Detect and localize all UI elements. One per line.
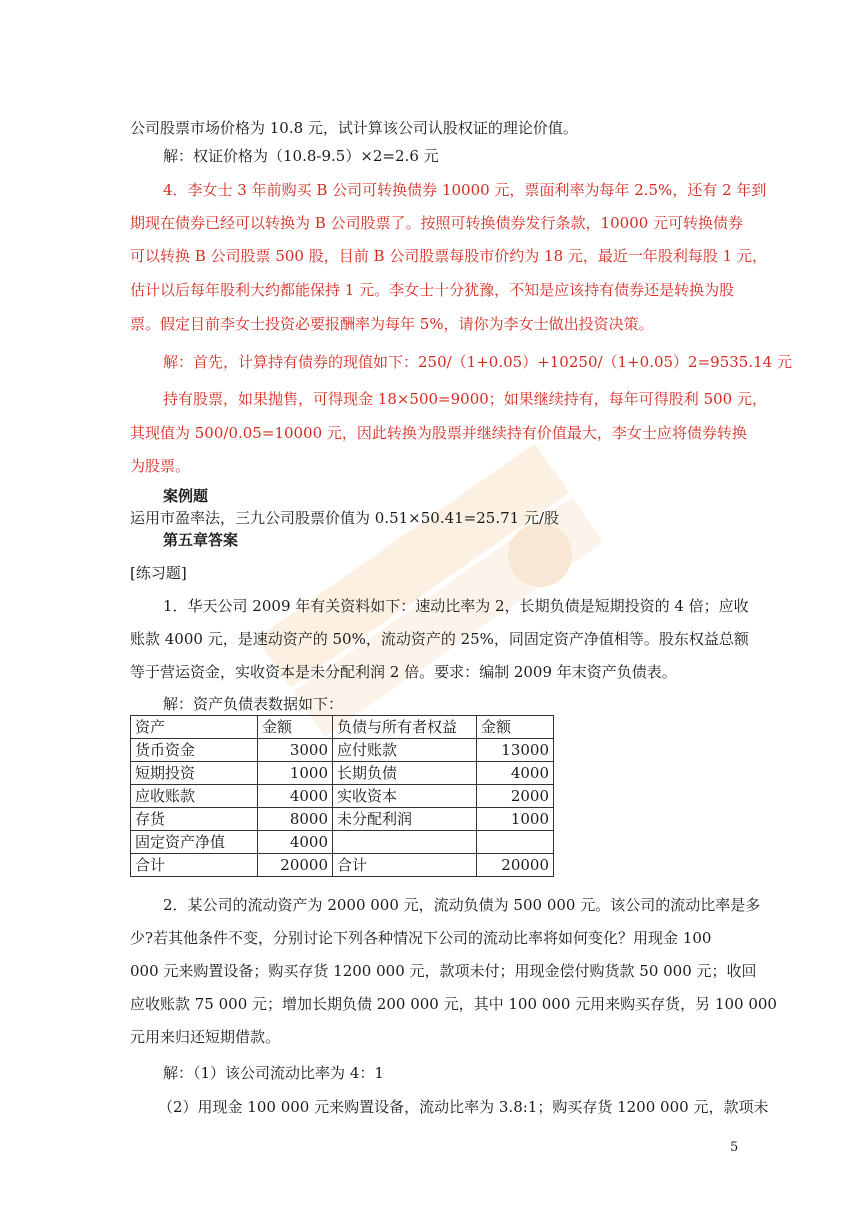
balance-sheet-table <box>130 715 554 877</box>
question-2-line-1: 2．某公司的流动资产为 2000 000 元，流动负债为 500 000 元。该公司的流动比率是多 <box>163 896 761 914</box>
table-cell: 存货 <box>131 808 258 831</box>
text-line-2: 解：权证价格为（10.8-9.5）×2=2.6 元 <box>163 147 439 165</box>
table-cell: 合计 <box>131 854 258 877</box>
question-2-line-2: 少?若其他条件不变，分别讨论下列各种情况下公司的流动比率将如何变化？用现金 100 <box>130 929 712 947</box>
table-cell: 3000 <box>258 739 333 762</box>
answer-4-line-4: 为股票。 <box>130 457 191 475</box>
table-cell: 固定资产净值 <box>131 831 258 854</box>
table-cell: 2000 <box>477 785 554 808</box>
table-header: 金额 <box>477 716 554 739</box>
answer-1-intro: 解：资产负债表数据如下： <box>163 695 344 713</box>
table-header: 负债与所有者权益 <box>333 716 477 739</box>
table-cell: 长期负债 <box>333 762 477 785</box>
case-answer: 运用市盈率法，三九公司股票价值为 0.51×50.41=25.71 元/股 <box>130 509 560 527</box>
table-cell: 货币资金 <box>131 739 258 762</box>
table-cell: 短期投资 <box>131 762 258 785</box>
table-row <box>131 762 554 785</box>
table-cell: 20000 <box>258 854 333 877</box>
table-row <box>131 739 554 762</box>
page-number: 5 <box>730 1140 739 1155</box>
answer-2-line-1: 解：（1）该公司流动比率为 4：1 <box>163 1064 384 1082</box>
exercise-label: [练习题] <box>130 564 187 582</box>
question-4-line-3: 可以转换 B 公司股票 500 股，目前 B 公司股票每股市价约为 18 元，最近一年股利每股 1 元， <box>130 247 767 265</box>
table-row <box>131 831 554 854</box>
question-4-line-4: 估计以后每年股利大约都能保持 1 元。李女士十分犹豫，不知是应该持有债券还是转换为股 <box>130 281 735 299</box>
table-cell: 应付账款 <box>333 739 477 762</box>
table-row <box>131 854 554 877</box>
table-cell: 应收账款 <box>131 785 258 808</box>
table-cell: 4000 <box>258 831 333 854</box>
question-2-line-4: 应收账款 75 000 元；增加长期负债 200 000 元，其中 100 000 元用来购买存货，另 100 000 <box>130 995 777 1013</box>
question-4-line-5: 票。假定目前李女士投资必要报酬率为每年 5%，请你为李女士做出投资决策。 <box>130 315 654 333</box>
table-cell: 4000 <box>477 762 554 785</box>
answer-4-line-1: 解：首先，计算持有债券的现值如下：250/（1+0.05）+10250/（1+0.05）2=9535.14 元 <box>163 353 792 371</box>
question-1-line-1: 1．华天公司 2009 年有关资料如下：速动比率为 2，长期负债是短期投资的 4 倍；应收 <box>163 597 749 615</box>
table-cell: 20000 <box>477 854 554 877</box>
question-2-line-5: 元用来归还短期借款。 <box>130 1028 281 1046</box>
question-1-line-2: 账款 4000 元，是速动资产的 50%，流动资产的 25%，同固定资产净值相等。股东权益总额 <box>130 630 749 648</box>
table-cell: 8000 <box>258 808 333 831</box>
question-4-line-2: 期现在债券已经可以转换为 B 公司股票了。按照可转换债券发行条款，10000 元可转换债券 <box>130 214 744 232</box>
table-cell: 13000 <box>477 739 554 762</box>
table-header: 资产 <box>131 716 258 739</box>
table-header: 金额 <box>258 716 333 739</box>
table-cell: 1000 <box>258 762 333 785</box>
table-header-row <box>131 716 554 739</box>
table-cell <box>477 831 554 854</box>
question-2-line-3: 000 元来购置设备；购买存货 1200 000 元，款项未付；用现金偿付购货款 50 000 元；收回 <box>130 962 757 980</box>
answer-4-line-2: 持有股票，如果抛售，可得现金 18×500=9000；如果继续持有，每年可得股利 500 元， <box>163 390 767 408</box>
question-1-line-3: 等于营运资金，实收资本是未分配利润 2 倍。要求：编制 2009 年末资产负债表。 <box>130 663 677 681</box>
chapter-heading: 第五章答案 <box>163 531 239 549</box>
table-cell: 4000 <box>258 785 333 808</box>
table-row <box>131 785 554 808</box>
table-cell: 实收资本 <box>333 785 477 808</box>
table-cell: 合计 <box>333 854 477 877</box>
table-cell <box>333 831 477 854</box>
question-4-line-1: 4．李女士 3 年前购买 B 公司可转换债券 10000 元，票面利率为每年 2.5%，还有 2 年到 <box>163 181 767 199</box>
answer-4-line-3: 其现值为 500/0.05=10000 元，因此转换为股票并继续持有价值最大，李女士应将债券转换 <box>130 424 747 442</box>
table-cell: 1000 <box>477 808 554 831</box>
text-line-1: 公司股票市场价格为 10.8 元，试计算该公司认股权证的理论价值。 <box>130 119 578 137</box>
table-row <box>131 808 554 831</box>
table-cell: 未分配利润 <box>333 808 477 831</box>
answer-2-line-2: （2）用现金 100 000 元来购置设备，流动比率为 3.8:1；购买存货 1200 000 元，款项未 <box>158 1098 769 1116</box>
section-heading-case: 案例题 <box>163 487 209 505</box>
